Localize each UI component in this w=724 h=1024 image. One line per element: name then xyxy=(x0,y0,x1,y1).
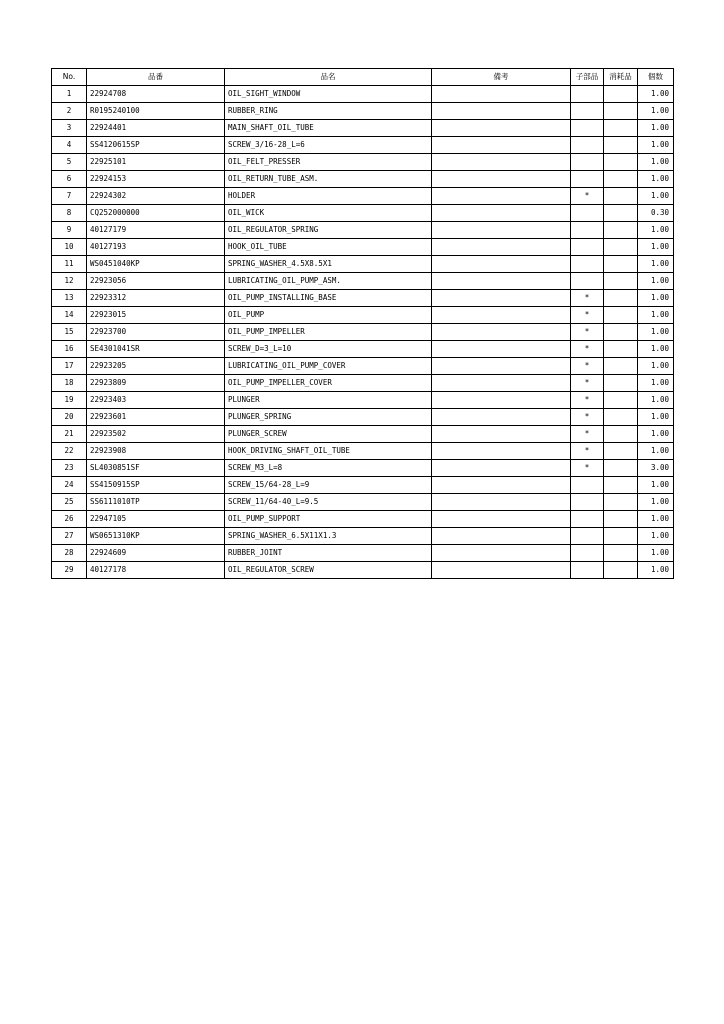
cell-part-number: 22924302 xyxy=(87,188,225,205)
table-row xyxy=(52,307,674,324)
cell-remarks xyxy=(432,188,571,205)
cell-sub-part: * xyxy=(571,426,604,443)
cell-consumable xyxy=(604,460,638,477)
cell-part-name: OIL_PUMP xyxy=(225,307,432,324)
cell-no: 16 xyxy=(52,341,87,358)
cell-no: 18 xyxy=(52,375,87,392)
cell-part-name: HOOK_DRIVING_SHAFT_OIL_TUBE xyxy=(225,443,432,460)
cell-part-name: SCREW_11/64-40_L=9.5 xyxy=(225,494,432,511)
cell-quantity: 1.00 xyxy=(638,256,674,273)
table-row xyxy=(52,222,674,239)
cell-sub-part xyxy=(571,528,604,545)
cell-part-number: WS0451040KP xyxy=(87,256,225,273)
header-no: No. xyxy=(52,69,87,86)
cell-part-number: 22923403 xyxy=(87,392,225,409)
cell-remarks xyxy=(432,256,571,273)
cell-part-name: HOOK_OIL_TUBE xyxy=(225,239,432,256)
cell-consumable xyxy=(604,86,638,103)
table-row xyxy=(52,341,674,358)
table-row xyxy=(52,375,674,392)
cell-quantity: 1.00 xyxy=(638,409,674,426)
cell-part-name: OIL_PUMP_INSTALLING_BASE xyxy=(225,290,432,307)
cell-sub-part xyxy=(571,562,604,579)
table-row xyxy=(52,239,674,256)
table-row xyxy=(52,358,674,375)
cell-no: 14 xyxy=(52,307,87,324)
cell-part-name: OIL_PUMP_IMPELLER xyxy=(225,324,432,341)
cell-sub-part xyxy=(571,545,604,562)
cell-sub-part: * xyxy=(571,358,604,375)
cell-quantity: 1.00 xyxy=(638,290,674,307)
cell-part-number: 22924708 xyxy=(87,86,225,103)
cell-part-number: 22924401 xyxy=(87,120,225,137)
cell-remarks xyxy=(432,290,571,307)
cell-no: 2 xyxy=(52,103,87,120)
cell-remarks xyxy=(432,137,571,154)
cell-sub-part xyxy=(571,222,604,239)
cell-no: 25 xyxy=(52,494,87,511)
cell-part-number: SE4301041SR xyxy=(87,341,225,358)
cell-consumable xyxy=(604,273,638,290)
cell-no: 29 xyxy=(52,562,87,579)
cell-part-name: LUBRICATING_OIL_PUMP_COVER xyxy=(225,358,432,375)
cell-part-name: PLUNGER xyxy=(225,392,432,409)
cell-consumable xyxy=(604,511,638,528)
cell-part-number: WS0651310KP xyxy=(87,528,225,545)
cell-part-name: OIL_REGULATOR_SPRING xyxy=(225,222,432,239)
cell-quantity: 1.00 xyxy=(638,103,674,120)
cell-quantity: 1.00 xyxy=(638,477,674,494)
cell-no: 10 xyxy=(52,239,87,256)
table-row xyxy=(52,477,674,494)
cell-sub-part: * xyxy=(571,460,604,477)
cell-part-name: SCREW_M3_L=8 xyxy=(225,460,432,477)
cell-quantity: 1.00 xyxy=(638,511,674,528)
cell-quantity: 1.00 xyxy=(638,545,674,562)
cell-part-name: OIL_PUMP_IMPELLER_COVER xyxy=(225,375,432,392)
cell-part-name: SPRING_WASHER_6.5X11X1.3 xyxy=(225,528,432,545)
table-row xyxy=(52,545,674,562)
cell-sub-part: * xyxy=(571,375,604,392)
cell-no: 17 xyxy=(52,358,87,375)
cell-no: 1 xyxy=(52,86,87,103)
cell-consumable xyxy=(604,290,638,307)
header-part-name: 品名 xyxy=(225,69,432,86)
table-row xyxy=(52,137,674,154)
cell-part-name: HOLDER xyxy=(225,188,432,205)
cell-part-number: 22923908 xyxy=(87,443,225,460)
header-remarks: 備考 xyxy=(432,69,571,86)
cell-sub-part xyxy=(571,477,604,494)
cell-remarks xyxy=(432,154,571,171)
cell-remarks xyxy=(432,120,571,137)
cell-consumable xyxy=(604,426,638,443)
cell-consumable xyxy=(604,205,638,222)
header-consumable: 消耗品 xyxy=(604,69,638,86)
cell-quantity: 1.00 xyxy=(638,426,674,443)
cell-sub-part xyxy=(571,103,604,120)
cell-consumable xyxy=(604,137,638,154)
table-row xyxy=(52,188,674,205)
cell-no: 26 xyxy=(52,511,87,528)
cell-part-name: OIL_FELT_PRESSER xyxy=(225,154,432,171)
cell-remarks xyxy=(432,477,571,494)
cell-part-name: OIL_SIGHT_WINDOW xyxy=(225,86,432,103)
cell-remarks xyxy=(432,375,571,392)
cell-quantity: 1.00 xyxy=(638,341,674,358)
cell-part-name: OIL_PUMP_SUPPORT xyxy=(225,511,432,528)
table-row xyxy=(52,103,674,120)
table-row xyxy=(52,171,674,188)
cell-no: 22 xyxy=(52,443,87,460)
cell-remarks xyxy=(432,239,571,256)
cell-remarks xyxy=(432,358,571,375)
cell-part-name: OIL_RETURN_TUBE_ASM. xyxy=(225,171,432,188)
cell-quantity: 1.00 xyxy=(638,171,674,188)
cell-remarks xyxy=(432,205,571,222)
table-row xyxy=(52,392,674,409)
cell-sub-part xyxy=(571,511,604,528)
cell-quantity: 1.00 xyxy=(638,273,674,290)
cell-part-number: SS4120615SP xyxy=(87,137,225,154)
cell-part-number: SS4150915SP xyxy=(87,477,225,494)
cell-no: 28 xyxy=(52,545,87,562)
cell-no: 15 xyxy=(52,324,87,341)
cell-quantity: 1.00 xyxy=(638,324,674,341)
table-body xyxy=(52,86,674,579)
cell-remarks xyxy=(432,222,571,239)
cell-quantity: 1.00 xyxy=(638,120,674,137)
table-row xyxy=(52,154,674,171)
cell-part-number: 22923015 xyxy=(87,307,225,324)
cell-quantity: 1.00 xyxy=(638,358,674,375)
cell-no: 3 xyxy=(52,120,87,137)
cell-part-number: 22923502 xyxy=(87,426,225,443)
cell-consumable xyxy=(604,341,638,358)
cell-part-number: 22924609 xyxy=(87,545,225,562)
cell-remarks xyxy=(432,528,571,545)
cell-quantity: 1.00 xyxy=(638,188,674,205)
table-row xyxy=(52,256,674,273)
cell-quantity: 1.00 xyxy=(638,307,674,324)
cell-consumable xyxy=(604,443,638,460)
cell-remarks xyxy=(432,545,571,562)
cell-part-name: RUBBER_JOINT xyxy=(225,545,432,562)
cell-part-name: OIL_WICK xyxy=(225,205,432,222)
cell-no: 5 xyxy=(52,154,87,171)
cell-consumable xyxy=(604,528,638,545)
cell-no: 21 xyxy=(52,426,87,443)
table-row xyxy=(52,273,674,290)
table-row xyxy=(52,511,674,528)
cell-consumable xyxy=(604,358,638,375)
cell-part-number: 22923809 xyxy=(87,375,225,392)
cell-part-name: LUBRICATING_OIL_PUMP_ASM. xyxy=(225,273,432,290)
cell-remarks xyxy=(432,392,571,409)
header-sub-part: 子部品 xyxy=(571,69,604,86)
cell-no: 6 xyxy=(52,171,87,188)
cell-sub-part: * xyxy=(571,409,604,426)
cell-no: 7 xyxy=(52,188,87,205)
cell-no: 13 xyxy=(52,290,87,307)
cell-quantity: 1.00 xyxy=(638,392,674,409)
cell-consumable xyxy=(604,239,638,256)
cell-remarks xyxy=(432,511,571,528)
cell-remarks xyxy=(432,171,571,188)
cell-part-number: 22947105 xyxy=(87,511,225,528)
cell-consumable xyxy=(604,222,638,239)
cell-no: 23 xyxy=(52,460,87,477)
cell-consumable xyxy=(604,409,638,426)
cell-part-name: SCREW_D=3_L=10 xyxy=(225,341,432,358)
cell-quantity: 1.00 xyxy=(638,154,674,171)
cell-consumable xyxy=(604,477,638,494)
cell-no: 4 xyxy=(52,137,87,154)
cell-sub-part xyxy=(571,154,604,171)
cell-consumable xyxy=(604,171,638,188)
cell-consumable xyxy=(604,324,638,341)
cell-sub-part: * xyxy=(571,443,604,460)
cell-sub-part: * xyxy=(571,188,604,205)
cell-sub-part xyxy=(571,205,604,222)
cell-quantity: 1.00 xyxy=(638,443,674,460)
cell-quantity: 3.00 xyxy=(638,460,674,477)
cell-no: 27 xyxy=(52,528,87,545)
table-row xyxy=(52,460,674,477)
parts-list-table xyxy=(51,68,674,579)
cell-sub-part xyxy=(571,256,604,273)
table-header-row xyxy=(52,69,674,86)
cell-no: 12 xyxy=(52,273,87,290)
cell-consumable xyxy=(604,375,638,392)
cell-sub-part: * xyxy=(571,392,604,409)
table-row xyxy=(52,120,674,137)
cell-part-number: 22923601 xyxy=(87,409,225,426)
cell-sub-part xyxy=(571,171,604,188)
cell-part-number: SL4030851SF xyxy=(87,460,225,477)
cell-part-name: SCREW_15/64-28_L=9 xyxy=(225,477,432,494)
cell-quantity: 1.00 xyxy=(638,562,674,579)
cell-part-number: 40127193 xyxy=(87,239,225,256)
cell-part-number: 22925101 xyxy=(87,154,225,171)
cell-quantity: 1.00 xyxy=(638,375,674,392)
table-row xyxy=(52,528,674,545)
cell-consumable xyxy=(604,307,638,324)
cell-part-number: R0195240100 xyxy=(87,103,225,120)
cell-no: 9 xyxy=(52,222,87,239)
table-row xyxy=(52,409,674,426)
table-row xyxy=(52,562,674,579)
cell-remarks xyxy=(432,562,571,579)
cell-sub-part xyxy=(571,273,604,290)
cell-remarks xyxy=(432,324,571,341)
cell-part-number: 22923312 xyxy=(87,290,225,307)
cell-remarks xyxy=(432,273,571,290)
cell-remarks xyxy=(432,443,571,460)
cell-no: 24 xyxy=(52,477,87,494)
cell-remarks xyxy=(432,494,571,511)
cell-quantity: 1.00 xyxy=(638,239,674,256)
cell-remarks xyxy=(432,307,571,324)
table-row xyxy=(52,426,674,443)
cell-quantity: 1.00 xyxy=(638,137,674,154)
cell-quantity: 1.00 xyxy=(638,86,674,103)
cell-part-name: PLUNGER_SCREW xyxy=(225,426,432,443)
table-row xyxy=(52,443,674,460)
cell-consumable xyxy=(604,392,638,409)
cell-consumable xyxy=(604,120,638,137)
cell-part-number: SS6111010TP xyxy=(87,494,225,511)
table-row xyxy=(52,324,674,341)
cell-part-name: SCREW_3/16-28_L=6 xyxy=(225,137,432,154)
cell-no: 8 xyxy=(52,205,87,222)
cell-sub-part: * xyxy=(571,290,604,307)
cell-no: 20 xyxy=(52,409,87,426)
table-row xyxy=(52,290,674,307)
cell-remarks xyxy=(432,460,571,477)
cell-sub-part: * xyxy=(571,324,604,341)
cell-part-number: CQ252000000 xyxy=(87,205,225,222)
cell-consumable xyxy=(604,154,638,171)
table-row xyxy=(52,86,674,103)
cell-sub-part: * xyxy=(571,341,604,358)
cell-consumable xyxy=(604,545,638,562)
cell-consumable xyxy=(604,562,638,579)
cell-quantity: 1.00 xyxy=(638,528,674,545)
cell-quantity: 1.00 xyxy=(638,222,674,239)
header-quantity: 個数 xyxy=(638,69,674,86)
cell-part-name: PLUNGER_SPRING xyxy=(225,409,432,426)
cell-part-number: 40127178 xyxy=(87,562,225,579)
cell-remarks xyxy=(432,341,571,358)
cell-consumable xyxy=(604,256,638,273)
cell-remarks xyxy=(432,103,571,120)
cell-part-name: RUBBER_RING xyxy=(225,103,432,120)
cell-part-number: 22924153 xyxy=(87,171,225,188)
cell-part-name: MAIN_SHAFT_OIL_TUBE xyxy=(225,120,432,137)
header-part-number: 品番 xyxy=(87,69,225,86)
cell-sub-part xyxy=(571,86,604,103)
cell-sub-part: * xyxy=(571,307,604,324)
table-row xyxy=(52,205,674,222)
cell-remarks xyxy=(432,86,571,103)
cell-no: 19 xyxy=(52,392,87,409)
cell-part-number: 22923205 xyxy=(87,358,225,375)
cell-no: 11 xyxy=(52,256,87,273)
cell-consumable xyxy=(604,188,638,205)
cell-part-name: OIL_REGULATOR_SCREW xyxy=(225,562,432,579)
cell-sub-part xyxy=(571,494,604,511)
table-row xyxy=(52,494,674,511)
cell-sub-part xyxy=(571,137,604,154)
cell-sub-part xyxy=(571,239,604,256)
cell-consumable xyxy=(604,103,638,120)
cell-part-number: 22923700 xyxy=(87,324,225,341)
cell-remarks xyxy=(432,409,571,426)
cell-remarks xyxy=(432,426,571,443)
cell-part-number: 22923056 xyxy=(87,273,225,290)
cell-quantity: 0.30 xyxy=(638,205,674,222)
cell-part-name: SPRING_WASHER_4.5X8.5X1 xyxy=(225,256,432,273)
cell-sub-part xyxy=(571,120,604,137)
cell-quantity: 1.00 xyxy=(638,494,674,511)
cell-consumable xyxy=(604,494,638,511)
cell-part-number: 40127179 xyxy=(87,222,225,239)
